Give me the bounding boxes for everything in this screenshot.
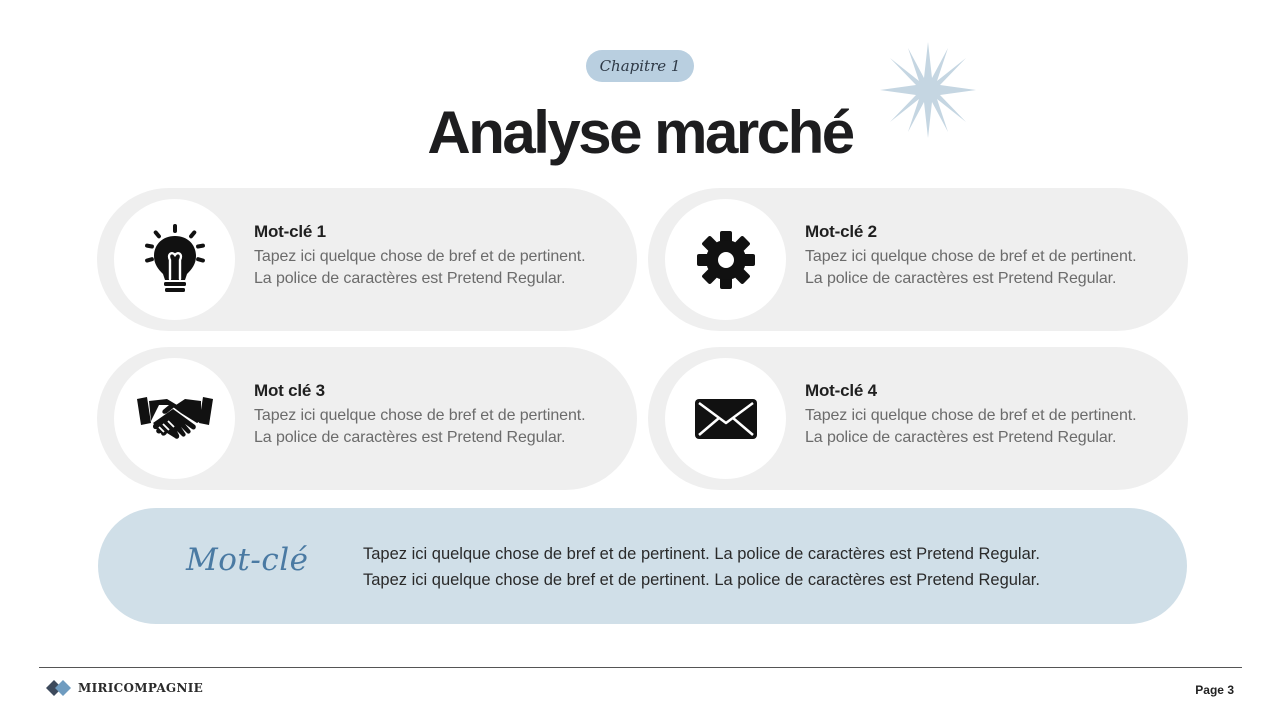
- keyword-card-4: [648, 347, 1188, 490]
- card-description-line-2: La police de caractères est Pretend Regular.: [805, 270, 1117, 287]
- icon-circle: [114, 199, 235, 320]
- card-keyword: Mot clé 3: [254, 381, 325, 400]
- card-description-line-2: La police de caractères est Pretend Regular.: [805, 429, 1117, 446]
- card-description-line-1: Tapez ici quelque chose de bref et de pertinent.: [805, 248, 1137, 265]
- icon-circle: [665, 358, 786, 479]
- icon-circle: [665, 199, 786, 320]
- page-number: Page 3: [1195, 683, 1234, 697]
- chapter-badge: [586, 50, 694, 82]
- summary-banner: [98, 508, 1187, 624]
- banner-text-line-2: Tapez ici quelque chose de bref et de pertinent. La police de caractères est Pretend Regular.: [363, 571, 1040, 589]
- banner-text-line-1: Tapez ici quelque chose de bref et de pertinent. La police de caractères est Pretend Regular.: [363, 545, 1040, 563]
- gear-icon: [696, 230, 756, 290]
- brand: [46, 680, 203, 696]
- envelope-icon: [695, 399, 757, 439]
- chapter-label: Chapitre 1: [599, 57, 681, 75]
- handshake-icon: [137, 393, 213, 445]
- lightbulb-icon: [143, 224, 207, 296]
- brand-logo-icon: [46, 680, 72, 696]
- keyword-card-2: [648, 188, 1188, 331]
- keyword-card-3: [97, 347, 637, 490]
- card-description-line-2: La police de caractères est Pretend Regular.: [254, 270, 566, 287]
- card-description-line-1: Tapez ici quelque chose de bref et de pertinent.: [254, 248, 586, 265]
- brand-name: MIRICOMPAGNIE: [78, 681, 204, 695]
- card-keyword: Mot-clé 1: [254, 222, 326, 241]
- footer-divider: [39, 667, 1242, 668]
- keyword-card-1: [97, 188, 637, 331]
- banner-keyword: Mot-clé: [186, 542, 309, 578]
- page-title: Analyse marché: [427, 99, 853, 166]
- card-description-line-1: Tapez ici quelque chose de bref et de pertinent.: [805, 407, 1137, 424]
- icon-circle: [114, 358, 235, 479]
- card-description-line-1: Tapez ici quelque chose de bref et de pertinent.: [254, 407, 586, 424]
- card-keyword: Mot-clé 4: [805, 381, 877, 400]
- card-keyword: Mot-clé 2: [805, 222, 877, 241]
- card-description-line-2: La police de caractères est Pretend Regular.: [254, 429, 566, 446]
